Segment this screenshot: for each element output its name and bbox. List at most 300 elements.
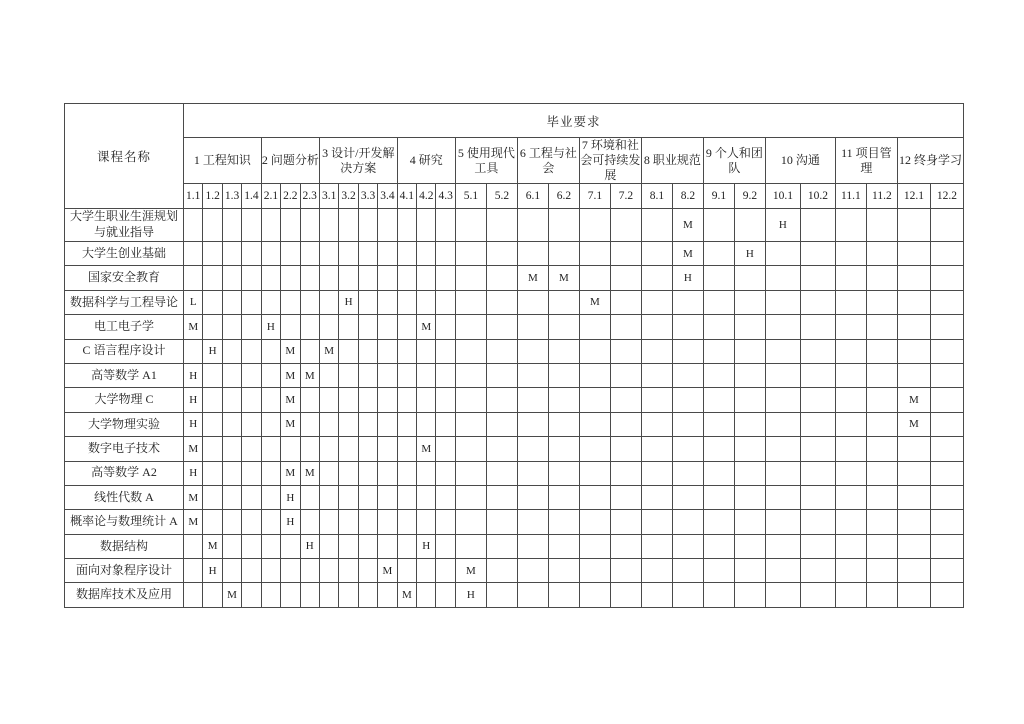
group-header-11: 11 项目管理 bbox=[835, 138, 897, 184]
mark-cell-9.2 bbox=[734, 461, 765, 485]
course-row bbox=[65, 315, 964, 339]
mark-cell-4.1 bbox=[397, 363, 416, 387]
mark-cell-9.1 bbox=[703, 209, 734, 242]
mark-cell-8.2 bbox=[672, 485, 703, 509]
mark-cell-11.1 bbox=[835, 583, 866, 607]
mark-cell-4.2 bbox=[417, 461, 436, 485]
mark-cell-4.2 bbox=[417, 388, 436, 412]
sub-column-header-3.2: 3.2 bbox=[339, 184, 358, 209]
mark-cell-8.1 bbox=[641, 209, 672, 242]
mark-cell-1.2 bbox=[203, 437, 222, 461]
mark-cell-3.1 bbox=[319, 388, 338, 412]
mark-cell-8.1 bbox=[641, 266, 672, 290]
mark-cell-4.2 bbox=[417, 266, 436, 290]
mark-cell-8.2 bbox=[672, 437, 703, 461]
mark-cell-5.1: M bbox=[455, 559, 486, 583]
sub-column-header-6.2: 6.2 bbox=[548, 184, 579, 209]
mark-cell-5.1 bbox=[455, 412, 486, 436]
course-row bbox=[65, 242, 964, 266]
mark-cell-9.1 bbox=[703, 242, 734, 266]
mark-cell-7.1 bbox=[579, 209, 610, 242]
mark-cell-5.1 bbox=[455, 363, 486, 387]
sub-column-header-3.1: 3.1 bbox=[319, 184, 338, 209]
mark-cell-2.2 bbox=[281, 315, 300, 339]
mark-cell-11.1 bbox=[835, 388, 866, 412]
mark-cell-4.2: M bbox=[417, 437, 436, 461]
mark-cell-4.1 bbox=[397, 315, 416, 339]
sub-column-header-1.4: 1.4 bbox=[242, 184, 261, 209]
mark-cell-10.1 bbox=[765, 363, 800, 387]
mark-cell-10.2 bbox=[800, 388, 835, 412]
mark-cell-1.1 bbox=[184, 266, 203, 290]
mark-cell-2.2 bbox=[281, 437, 300, 461]
mark-cell-1.2 bbox=[203, 315, 222, 339]
mark-cell-9.1 bbox=[703, 510, 734, 534]
mark-cell-1.2 bbox=[203, 510, 222, 534]
mark-cell-10.1 bbox=[765, 412, 800, 436]
mark-cell-1.4 bbox=[242, 485, 261, 509]
mark-cell-7.2 bbox=[610, 583, 641, 607]
mark-cell-7.1 bbox=[579, 510, 610, 534]
mark-cell-11.1 bbox=[835, 209, 866, 242]
group-header-12: 12 终身学习 bbox=[897, 138, 963, 184]
mark-cell-4.1 bbox=[397, 209, 416, 242]
mark-cell-4.2 bbox=[417, 485, 436, 509]
mark-cell-1.4 bbox=[242, 412, 261, 436]
mark-cell-3.4: M bbox=[378, 559, 397, 583]
mark-cell-9.2 bbox=[734, 266, 765, 290]
group-header-5: 5 使用现代工具 bbox=[455, 138, 517, 184]
course-name-cell: 大学物理实验 bbox=[65, 412, 184, 436]
mark-cell-4.2 bbox=[417, 290, 436, 314]
mark-cell-11.1 bbox=[835, 510, 866, 534]
mark-cell-2.3: M bbox=[300, 461, 319, 485]
mark-cell-12.2 bbox=[930, 339, 963, 363]
mark-cell-1.2 bbox=[203, 209, 222, 242]
mark-cell-7.1 bbox=[579, 315, 610, 339]
mark-cell-8.2 bbox=[672, 363, 703, 387]
mark-cell-6.2 bbox=[548, 363, 579, 387]
mark-cell-9.1 bbox=[703, 559, 734, 583]
mark-cell-2.1 bbox=[261, 485, 280, 509]
mark-cell-9.2 bbox=[734, 388, 765, 412]
mark-cell-3.4 bbox=[378, 388, 397, 412]
mark-cell-3.3 bbox=[358, 315, 377, 339]
mark-cell-12.1 bbox=[897, 485, 930, 509]
mark-cell-11.2 bbox=[866, 339, 897, 363]
mark-cell-1.4 bbox=[242, 388, 261, 412]
course-name-cell: 大学生职业生涯规划与就业指导 bbox=[65, 209, 184, 242]
mark-cell-10.2 bbox=[800, 485, 835, 509]
mark-cell-3.3 bbox=[358, 266, 377, 290]
mark-cell-9.2 bbox=[734, 583, 765, 607]
mark-cell-7.1 bbox=[579, 412, 610, 436]
mark-cell-3.2 bbox=[339, 485, 358, 509]
mark-cell-3.3 bbox=[358, 559, 377, 583]
mark-cell-11.1 bbox=[835, 242, 866, 266]
mark-cell-4.3 bbox=[436, 290, 455, 314]
mark-cell-10.2 bbox=[800, 412, 835, 436]
sub-column-header-2.3: 2.3 bbox=[300, 184, 319, 209]
mark-cell-10.2 bbox=[800, 209, 835, 242]
mark-cell-6.1: M bbox=[517, 266, 548, 290]
mark-cell-1.1 bbox=[184, 534, 203, 558]
mark-cell-11.2 bbox=[866, 534, 897, 558]
mark-cell-12.2 bbox=[930, 437, 963, 461]
mark-cell-2.2 bbox=[281, 583, 300, 607]
mark-cell-10.1 bbox=[765, 461, 800, 485]
mark-cell-8.1 bbox=[641, 437, 672, 461]
mark-cell-2.2 bbox=[281, 290, 300, 314]
mark-cell-3.4 bbox=[378, 583, 397, 607]
mark-cell-12.1: M bbox=[897, 412, 930, 436]
mark-cell-7.2 bbox=[610, 388, 641, 412]
mark-cell-8.2: M bbox=[672, 242, 703, 266]
mark-cell-5.1 bbox=[455, 461, 486, 485]
mark-cell-2.1 bbox=[261, 363, 280, 387]
mark-cell-1.3 bbox=[222, 266, 241, 290]
mark-cell-3.3 bbox=[358, 412, 377, 436]
mark-cell-2.3 bbox=[300, 412, 319, 436]
mark-cell-1.3 bbox=[222, 242, 241, 266]
mark-cell-5.1 bbox=[455, 437, 486, 461]
mark-cell-12.1 bbox=[897, 583, 930, 607]
course-row bbox=[65, 363, 964, 387]
mark-cell-9.2 bbox=[734, 559, 765, 583]
mark-cell-4.3 bbox=[436, 209, 455, 242]
mark-cell-6.2 bbox=[548, 583, 579, 607]
course-name-cell: 电工电子学 bbox=[65, 315, 184, 339]
mark-cell-3.3 bbox=[358, 583, 377, 607]
mark-cell-1.1: H bbox=[184, 363, 203, 387]
mark-cell-9.1 bbox=[703, 412, 734, 436]
mark-cell-10.1 bbox=[765, 242, 800, 266]
mark-cell-12.2 bbox=[930, 290, 963, 314]
mark-cell-1.4 bbox=[242, 583, 261, 607]
mark-cell-10.2 bbox=[800, 363, 835, 387]
mark-cell-2.2: M bbox=[281, 339, 300, 363]
mark-cell-8.1 bbox=[641, 363, 672, 387]
mark-cell-1.2 bbox=[203, 266, 222, 290]
mark-cell-8.2: M bbox=[672, 209, 703, 242]
mark-cell-6.2 bbox=[548, 461, 579, 485]
mark-cell-3.2 bbox=[339, 510, 358, 534]
mark-cell-6.2 bbox=[548, 534, 579, 558]
group-header-1: 1 工程知识 bbox=[184, 138, 262, 184]
mark-cell-8.1 bbox=[641, 339, 672, 363]
mark-cell-2.3 bbox=[300, 485, 319, 509]
mark-cell-7.2 bbox=[610, 461, 641, 485]
mark-cell-1.1: H bbox=[184, 461, 203, 485]
mark-cell-5.1 bbox=[455, 534, 486, 558]
mark-cell-6.2 bbox=[548, 242, 579, 266]
mark-cell-10.1 bbox=[765, 485, 800, 509]
mark-cell-9.2 bbox=[734, 339, 765, 363]
mark-cell-11.2 bbox=[866, 363, 897, 387]
mark-cell-5.2 bbox=[486, 363, 517, 387]
mark-cell-9.1 bbox=[703, 315, 734, 339]
mark-cell-7.1 bbox=[579, 363, 610, 387]
matrix-body bbox=[65, 209, 964, 608]
mark-cell-2.3 bbox=[300, 583, 319, 607]
mark-cell-9.2 bbox=[734, 315, 765, 339]
course-name-cell: 数据结构 bbox=[65, 534, 184, 558]
mark-cell-12.1 bbox=[897, 534, 930, 558]
mark-cell-8.2 bbox=[672, 388, 703, 412]
mark-cell-2.3 bbox=[300, 266, 319, 290]
mark-cell-1.4 bbox=[242, 461, 261, 485]
mark-cell-4.3 bbox=[436, 461, 455, 485]
course-row bbox=[65, 510, 964, 534]
mark-cell-11.2 bbox=[866, 412, 897, 436]
mark-cell-1.1 bbox=[184, 209, 203, 242]
mark-cell-7.2 bbox=[610, 559, 641, 583]
mark-cell-3.1 bbox=[319, 209, 338, 242]
sub-column-header-1.1: 1.1 bbox=[184, 184, 203, 209]
mark-cell-7.1 bbox=[579, 534, 610, 558]
mark-cell-7.2 bbox=[610, 315, 641, 339]
mark-cell-3.1 bbox=[319, 315, 338, 339]
mark-cell-1.4 bbox=[242, 290, 261, 314]
mark-cell-9.2 bbox=[734, 290, 765, 314]
mark-cell-6.2 bbox=[548, 315, 579, 339]
mark-cell-3.4 bbox=[378, 242, 397, 266]
mark-cell-3.4 bbox=[378, 209, 397, 242]
sub-column-header-5.1: 5.1 bbox=[455, 184, 486, 209]
sub-column-header-2.2: 2.2 bbox=[281, 184, 300, 209]
mark-cell-7.2 bbox=[610, 485, 641, 509]
mark-cell-9.2 bbox=[734, 485, 765, 509]
mark-cell-10.2 bbox=[800, 339, 835, 363]
mark-cell-9.2 bbox=[734, 510, 765, 534]
mark-cell-3.2 bbox=[339, 534, 358, 558]
mark-cell-5.1 bbox=[455, 485, 486, 509]
mark-cell-10.2 bbox=[800, 437, 835, 461]
mark-cell-4.3 bbox=[436, 339, 455, 363]
mark-cell-3.1 bbox=[319, 437, 338, 461]
mark-cell-3.2: H bbox=[339, 290, 358, 314]
mark-cell-3.1 bbox=[319, 461, 338, 485]
mark-cell-3.2 bbox=[339, 437, 358, 461]
mark-cell-4.2 bbox=[417, 242, 436, 266]
mark-cell-1.2 bbox=[203, 461, 222, 485]
mark-cell-10.1 bbox=[765, 266, 800, 290]
mark-cell-11.1 bbox=[835, 339, 866, 363]
mark-cell-4.2 bbox=[417, 209, 436, 242]
mark-cell-7.2 bbox=[610, 242, 641, 266]
mark-cell-1.3 bbox=[222, 363, 241, 387]
mark-cell-7.1 bbox=[579, 559, 610, 583]
group-header-10: 10 沟通 bbox=[765, 138, 835, 184]
mark-cell-10.2 bbox=[800, 534, 835, 558]
mark-cell-4.1 bbox=[397, 461, 416, 485]
mark-cell-6.1 bbox=[517, 437, 548, 461]
mark-cell-3.4 bbox=[378, 534, 397, 558]
mark-cell-1.4 bbox=[242, 510, 261, 534]
mark-cell-1.1: M bbox=[184, 510, 203, 534]
sub-column-header-9.1: 9.1 bbox=[703, 184, 734, 209]
course-name-cell: 大学生创业基础 bbox=[65, 242, 184, 266]
mark-cell-6.2 bbox=[548, 290, 579, 314]
course-name-cell: 高等数学 A2 bbox=[65, 461, 184, 485]
mark-cell-6.1 bbox=[517, 209, 548, 242]
mark-cell-12.2 bbox=[930, 412, 963, 436]
sub-column-header-1.2: 1.2 bbox=[203, 184, 222, 209]
course-row bbox=[65, 461, 964, 485]
mark-cell-9.1 bbox=[703, 266, 734, 290]
mark-cell-3.3 bbox=[358, 363, 377, 387]
mark-cell-4.2 bbox=[417, 363, 436, 387]
mark-cell-2.1 bbox=[261, 461, 280, 485]
mark-cell-3.4 bbox=[378, 363, 397, 387]
mark-cell-12.2 bbox=[930, 485, 963, 509]
mark-cell-10.1 bbox=[765, 534, 800, 558]
mark-cell-1.4 bbox=[242, 559, 261, 583]
mark-cell-2.1: H bbox=[261, 315, 280, 339]
mark-cell-12.1: M bbox=[897, 388, 930, 412]
mark-cell-5.2 bbox=[486, 510, 517, 534]
mark-cell-1.2 bbox=[203, 290, 222, 314]
mark-cell-4.1 bbox=[397, 412, 416, 436]
mark-cell-1.1: M bbox=[184, 485, 203, 509]
mark-cell-2.3 bbox=[300, 388, 319, 412]
mark-cell-9.2 bbox=[734, 412, 765, 436]
mark-cell-3.1 bbox=[319, 534, 338, 558]
course-name-cell: 国家安全教育 bbox=[65, 266, 184, 290]
sub-indicator-row bbox=[65, 184, 964, 209]
mark-cell-1.2 bbox=[203, 388, 222, 412]
mark-cell-3.2 bbox=[339, 461, 358, 485]
course-column-header: 课程名称 bbox=[65, 104, 184, 209]
mark-cell-5.2 bbox=[486, 583, 517, 607]
mark-cell-7.2 bbox=[610, 437, 641, 461]
mark-cell-1.2 bbox=[203, 583, 222, 607]
mark-cell-2.3 bbox=[300, 339, 319, 363]
mark-cell-1.3 bbox=[222, 559, 241, 583]
mark-cell-1.1 bbox=[184, 559, 203, 583]
mark-cell-10.2 bbox=[800, 583, 835, 607]
mark-cell-2.2: H bbox=[281, 485, 300, 509]
mark-cell-1.1 bbox=[184, 339, 203, 363]
mark-cell-10.1 bbox=[765, 510, 800, 534]
mark-cell-6.2: M bbox=[548, 266, 579, 290]
mark-cell-5.2 bbox=[486, 339, 517, 363]
mark-cell-12.2 bbox=[930, 388, 963, 412]
mark-cell-6.1 bbox=[517, 461, 548, 485]
mark-cell-2.1 bbox=[261, 266, 280, 290]
mark-cell-1.4 bbox=[242, 437, 261, 461]
group-header-3: 3 设计/开发解决方案 bbox=[319, 138, 397, 184]
mark-cell-11.2 bbox=[866, 242, 897, 266]
mark-cell-8.2: H bbox=[672, 266, 703, 290]
mark-cell-6.2 bbox=[548, 339, 579, 363]
mark-cell-12.1 bbox=[897, 315, 930, 339]
mark-cell-10.2 bbox=[800, 315, 835, 339]
mark-cell-12.1 bbox=[897, 559, 930, 583]
mark-cell-3.3 bbox=[358, 485, 377, 509]
mark-cell-6.1 bbox=[517, 339, 548, 363]
mark-cell-12.2 bbox=[930, 242, 963, 266]
mark-cell-1.4 bbox=[242, 339, 261, 363]
mark-cell-9.2 bbox=[734, 363, 765, 387]
mark-cell-5.1 bbox=[455, 510, 486, 534]
mark-cell-7.1 bbox=[579, 461, 610, 485]
sub-column-header-6.1: 6.1 bbox=[517, 184, 548, 209]
mark-cell-1.2: H bbox=[203, 559, 222, 583]
mark-cell-5.1 bbox=[455, 290, 486, 314]
mark-cell-4.2: H bbox=[417, 534, 436, 558]
mark-cell-5.1 bbox=[455, 315, 486, 339]
mark-cell-11.2 bbox=[866, 461, 897, 485]
mark-cell-1.4 bbox=[242, 266, 261, 290]
mark-cell-4.3 bbox=[436, 510, 455, 534]
mark-cell-9.1 bbox=[703, 388, 734, 412]
mark-cell-3.1 bbox=[319, 290, 338, 314]
requirement-group-row bbox=[65, 138, 964, 184]
mark-cell-2.1 bbox=[261, 510, 280, 534]
mark-cell-1.1: H bbox=[184, 412, 203, 436]
mark-cell-10.2 bbox=[800, 510, 835, 534]
sub-column-header-11.1: 11.1 bbox=[835, 184, 866, 209]
mark-cell-2.3 bbox=[300, 209, 319, 242]
mark-cell-5.2 bbox=[486, 388, 517, 412]
sub-column-header-9.2: 9.2 bbox=[734, 184, 765, 209]
mark-cell-6.2 bbox=[548, 388, 579, 412]
group-header-6: 6 工程与社会 bbox=[517, 138, 579, 184]
mark-cell-3.3 bbox=[358, 534, 377, 558]
mark-cell-4.1 bbox=[397, 559, 416, 583]
mark-cell-2.2 bbox=[281, 209, 300, 242]
mark-cell-1.3 bbox=[222, 461, 241, 485]
mark-cell-2.1 bbox=[261, 437, 280, 461]
mark-cell-4.3 bbox=[436, 485, 455, 509]
sub-column-header-3.3: 3.3 bbox=[358, 184, 377, 209]
sub-column-header-3.4: 3.4 bbox=[378, 184, 397, 209]
mark-cell-8.1 bbox=[641, 412, 672, 436]
mark-cell-8.1 bbox=[641, 534, 672, 558]
mark-cell-11.1 bbox=[835, 534, 866, 558]
mark-cell-11.2 bbox=[866, 510, 897, 534]
mark-cell-4.1 bbox=[397, 339, 416, 363]
mark-cell-8.2 bbox=[672, 510, 703, 534]
mark-cell-3.3 bbox=[358, 510, 377, 534]
mark-cell-3.4 bbox=[378, 315, 397, 339]
mark-cell-9.2 bbox=[734, 209, 765, 242]
mark-cell-3.4 bbox=[378, 290, 397, 314]
mark-cell-8.1 bbox=[641, 485, 672, 509]
mark-cell-6.2 bbox=[548, 510, 579, 534]
mark-cell-7.2 bbox=[610, 363, 641, 387]
mark-cell-4.1 bbox=[397, 534, 416, 558]
mark-cell-6.1 bbox=[517, 242, 548, 266]
mark-cell-1.1: L bbox=[184, 290, 203, 314]
mark-cell-3.4 bbox=[378, 461, 397, 485]
mark-cell-9.1 bbox=[703, 461, 734, 485]
mark-cell-4.2 bbox=[417, 510, 436, 534]
mark-cell-5.2 bbox=[486, 266, 517, 290]
course-row bbox=[65, 339, 964, 363]
mark-cell-7.1 bbox=[579, 437, 610, 461]
mark-cell-2.3: H bbox=[300, 534, 319, 558]
mark-cell-10.2 bbox=[800, 559, 835, 583]
sub-column-header-4.2: 4.2 bbox=[417, 184, 436, 209]
course-row bbox=[65, 583, 964, 607]
mark-cell-6.1 bbox=[517, 315, 548, 339]
mark-cell-3.1 bbox=[319, 266, 338, 290]
mark-cell-3.4 bbox=[378, 437, 397, 461]
mark-cell-5.1: H bbox=[455, 583, 486, 607]
mark-cell-12.1 bbox=[897, 290, 930, 314]
